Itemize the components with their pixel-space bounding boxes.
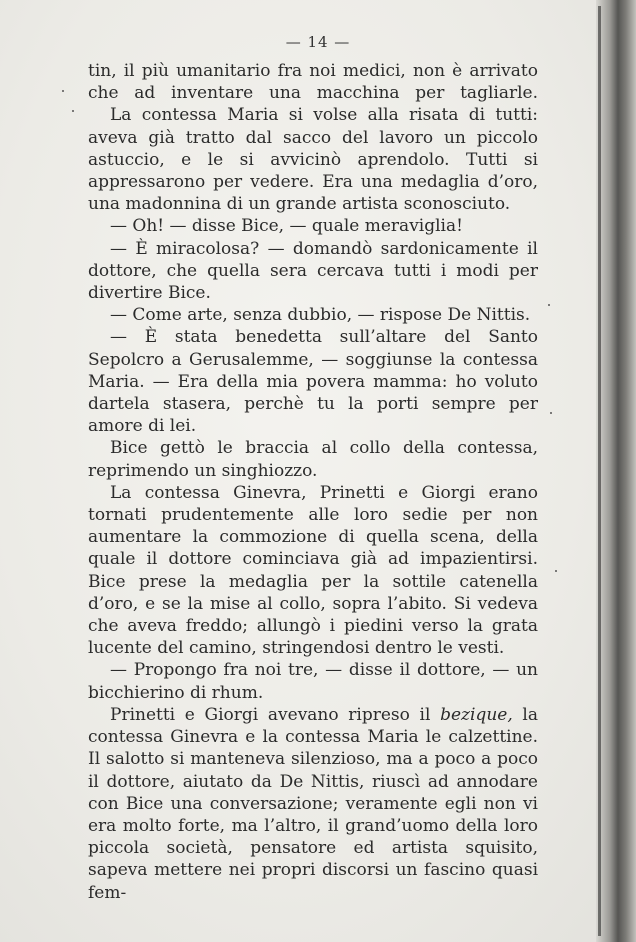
paragraph: — Oh! — disse Bice, — quale meraviglia! <box>110 216 463 237</box>
paragraph <box>88 704 538 904</box>
paragraph: La contessa Ginevra, Prinetti e Giorgi erano tornati prudentemente alle loro sedie per non aumentare la commozione di quella scena, della quale il dottore cominciava già ad impazientirsi. Bice prese la medaglia per la sottile catenella d’oro, e se la mise al collo, sopra l’abito. Si vedeva che aveva freddo; allungò i piedini verso la grata lucente del camino, stringendosi dentro le vesti. <box>88 482 538 659</box>
book-spine-shadow <box>596 0 636 942</box>
paragraph: tin, il più umanitario fra noi medici, non è arrivato che ad inventare una macchina per tagliarle. <box>88 61 538 104</box>
paragraph: Bice gettò le braccia al collo della contessa, reprimendo un singhiozzo. <box>88 438 538 481</box>
margin-speck <box>72 110 74 112</box>
margin-speck <box>550 412 552 414</box>
paragraph-text: Prinetti e Giorgi avevano ripreso il <box>110 704 441 725</box>
body-text <box>88 60 538 904</box>
paragraph: — Propongo fra noi tre, — disse il dottore, — un bicchierino di rhum. <box>88 660 538 703</box>
paragraph: — Come arte, senza dubbio, — rispose De Nittis. <box>110 305 531 326</box>
margin-speck <box>62 90 64 92</box>
margin-speck <box>555 570 557 572</box>
page-edge <box>598 6 601 936</box>
italic-word: bezique, <box>440 704 513 725</box>
margin-speck <box>548 304 550 306</box>
paragraph: La contessa Maria si volse alla risata di tutti: aveva già tratto dal sacco del lavoro un piccolo astuccio, e le si avvicinò aprendolo. Tutti si appressarono per vedere. Era una medaglia d’oro, una madonnina di un grande artista sconosciuto. <box>88 105 538 215</box>
page-number: — 14 — <box>285 33 351 51</box>
paragraph-text: la contessa Ginevra e la contessa Maria le calzettine. Il salotto si manteneva silenzioso, ma a poco a poco il dottore, aiutato da De Nittis, riuscì ad annodare con Bice una conversazione; veramente egli non vi era molto forte, ma l’altro, il grand’uomo della loro piccola società, pensatore ed artista squisito, sapeva mettere nei propri discorsi un fascino quasi fem- <box>88 704 538 903</box>
paragraph: — È miracolosa? — domandò sardonicamente il dottore, che quella sera cercava tutti i modi per divertire Bice. <box>88 238 538 304</box>
paragraph: — È stata benedetta sull’altare del Santo Sepolcro a Gerusalemme, — soggiunse la contessa Maria. — Era della mia povera mamma: ho voluto dartela stasera, perchè tu la porti sempre per amore di lei. <box>88 327 538 437</box>
